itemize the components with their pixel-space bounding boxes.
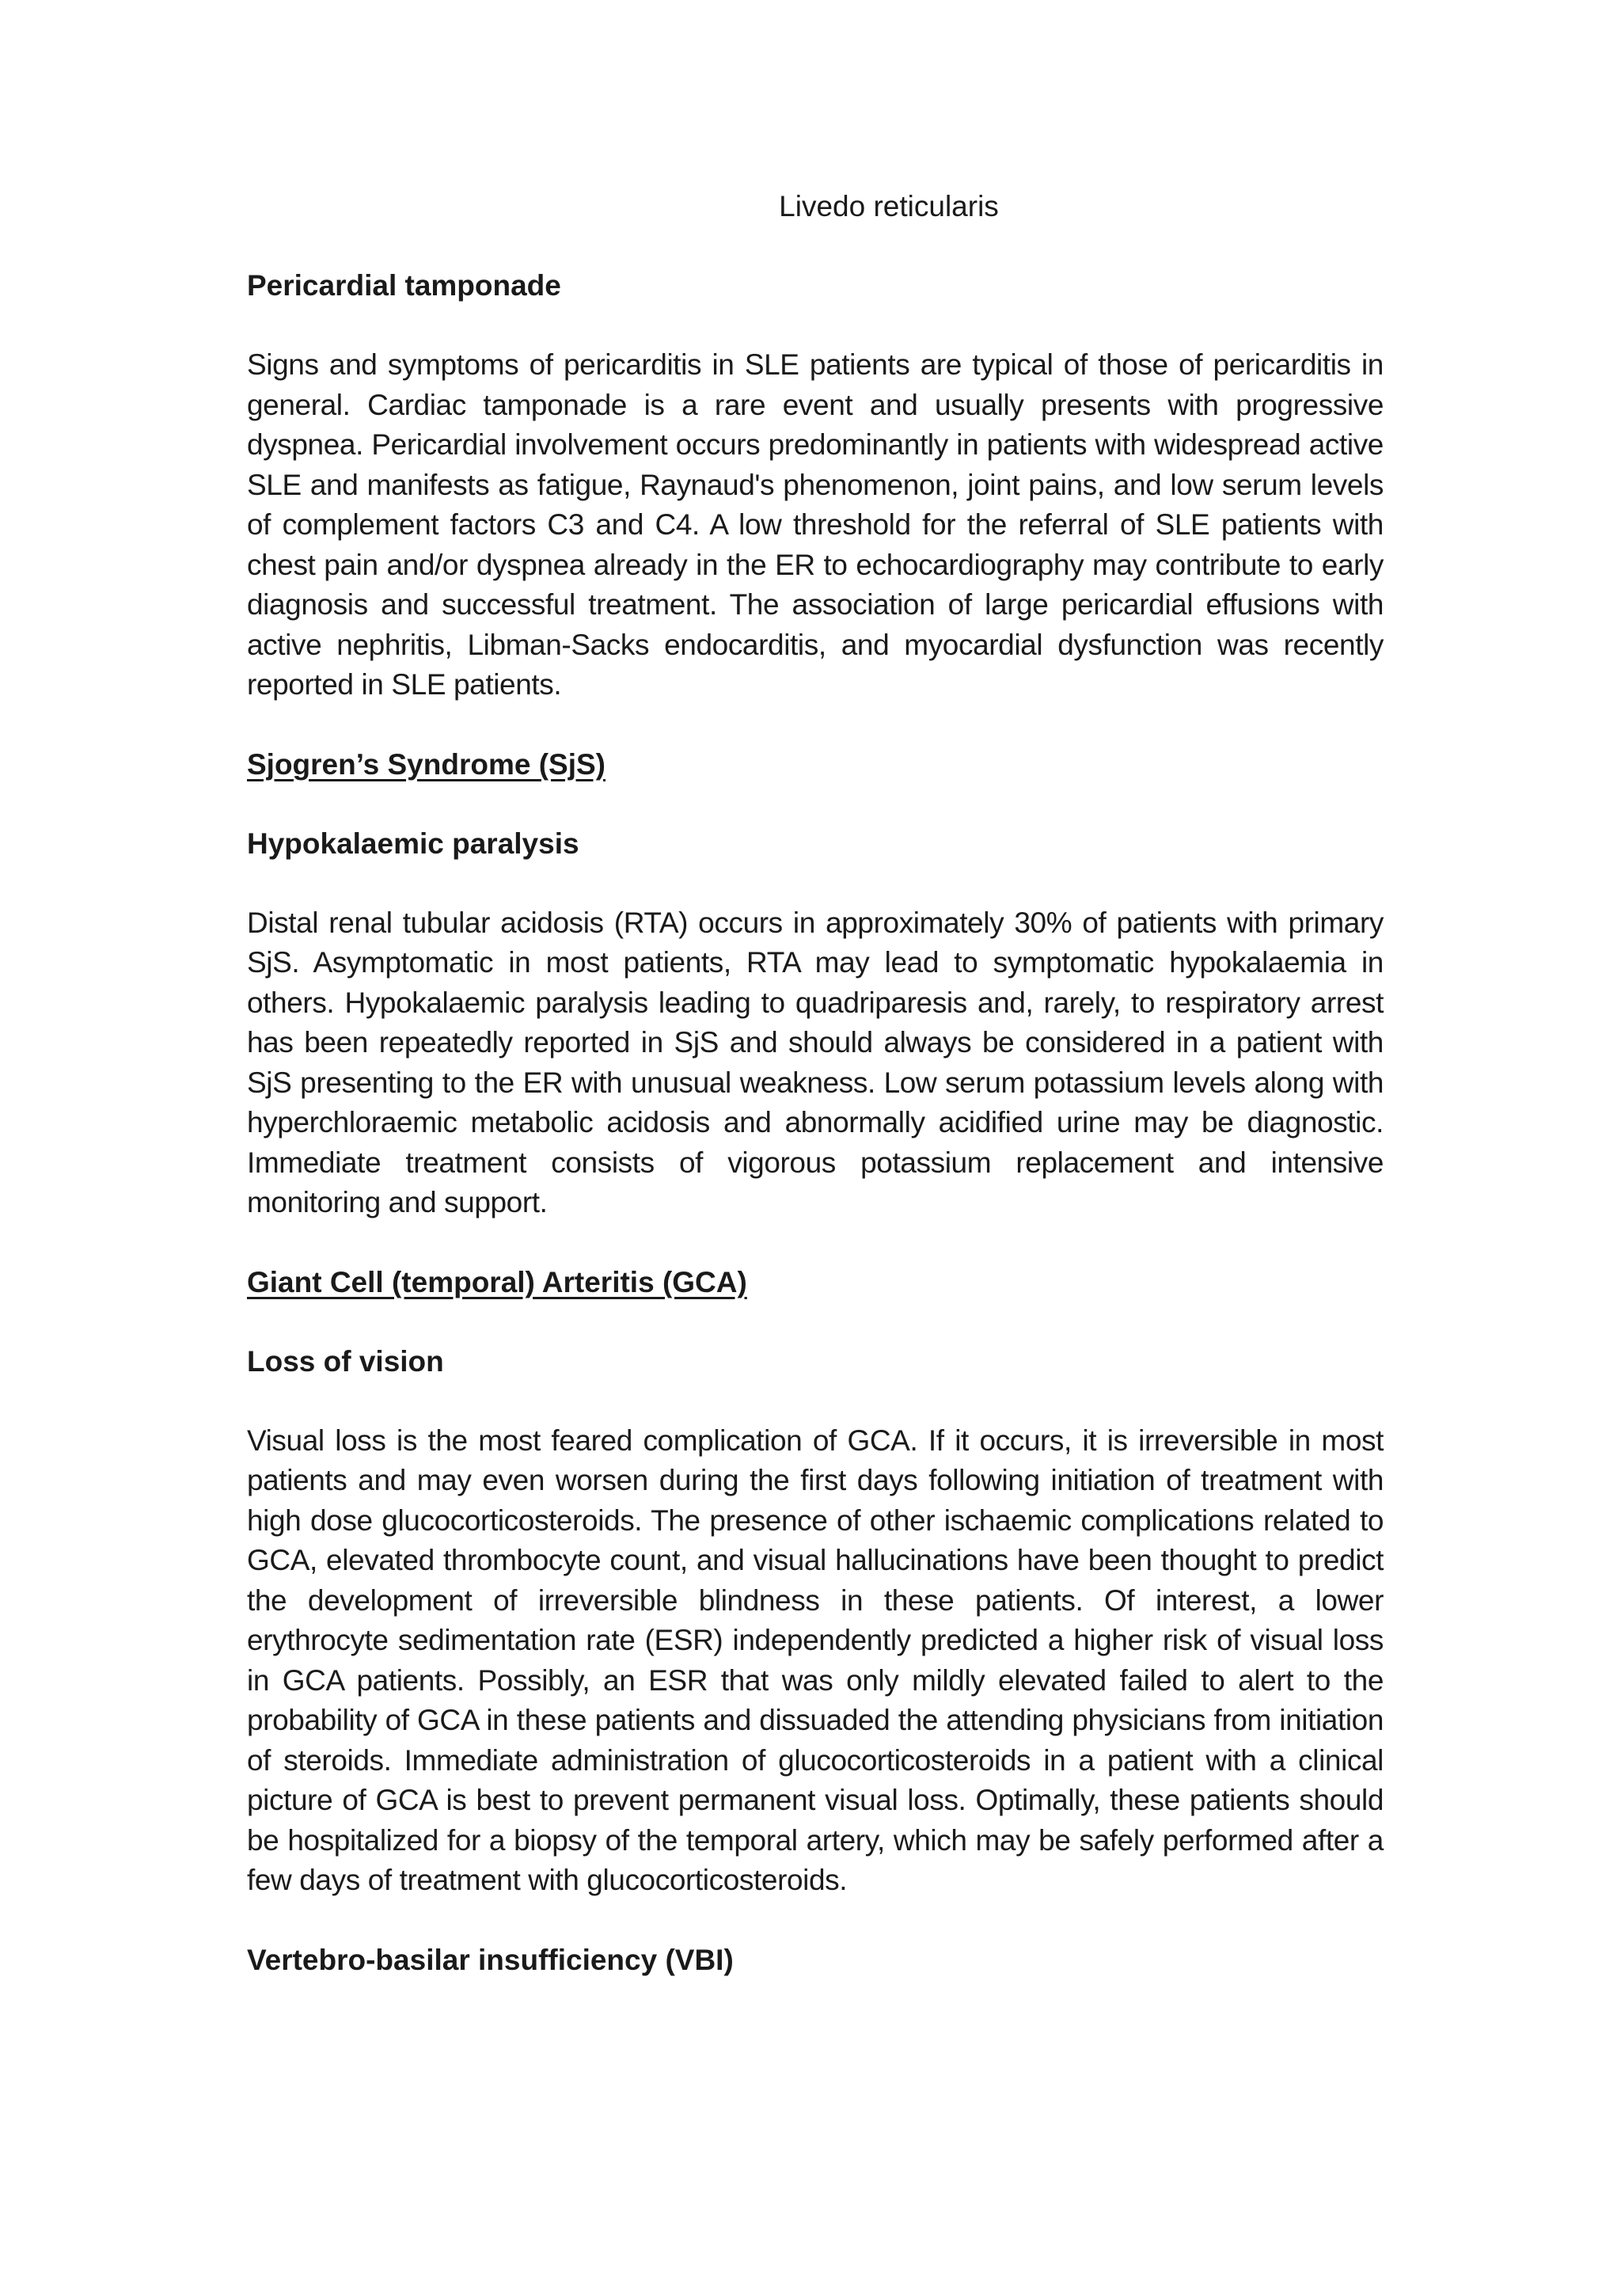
heading-hypokalaemic-paralysis: Hypokalaemic paralysis (247, 827, 579, 860)
page-title: Livedo reticularis (779, 190, 999, 222)
document-content (247, 187, 1384, 2020)
heading-loss-of-vision: Loss of vision (247, 1344, 444, 1378)
paragraph-loss-of-vision: Visual loss is the most feared complication of GCA. If it occurs, it is irreversible in most patients and may even worsen during the first days following initiation of treatment with high dose glucocorticosteroids. The presence of other ischaemic complications related to GCA, elevated thrombocyte count, and visual hallucinations have been thought to predict the development of irreversible blindness in these patients. Of interest, a lower erythrocyte sedimentation rate (ESR) independently predicted a higher risk of visual loss in GCA patients. Possibly, an ESR that was only mildly elevated failed to alert to the probability of GCA in these patients and dissuaded the attending physicians from initiation of steroids. Immediate administration of glucocorticosteroids in a patient with a clinical picture of GCA is best to prevent permanent visual loss. Optimally, these patients should be hospitalized for a biopsy of the temporal artery, which may be safely performed after a few days of treatment with glucocorticosteroids. (247, 1424, 1384, 1896)
heading-vertebro-basilar-insufficiency: Vertebro-basilar insufficiency (VBI) (247, 1943, 734, 1976)
paragraph-pericardial-tamponade: Signs and symptoms of pericarditis in SLE patients are typical of those of pericarditis in general. Cardiac tamponade is a rare event and usually presents with progressive dyspnea. Pericardial involvement occurs predominantly in patients with widespread active SLE and manifests as fatigue, Raynaud's phenomenon, joint pains, and low serum levels of complement factors C3 and C4. A low threshold for the referral of SLE patients with chest pain and/or dyspnea already in the ER to echocardiography may contribute to early diagnosis and successful treatment. The association of large pericardial effusions with active nephritis, Libman-Sacks endocarditis, and myocardial dysfunction was recently reported in SLE patients. (247, 348, 1384, 701)
section-title-gca: Giant Cell (temporal) Arteritis (GCA) (247, 1265, 747, 1298)
heading-pericardial-tamponade: Pericardial tamponade (247, 269, 561, 302)
section-title-sjogren: Sjogren’s Syndrome (SjS) (247, 747, 606, 781)
paragraph-hypokalaemic-paralysis: Distal renal tubular acidosis (RTA) occurs in approximately 30% of patients with primary SjS. Asymptomatic in most patients, RTA may lead to symptomatic hypokalaemia in others. Hypokalaemic paralysis leading to quadriparesis and, rarely, to respiratory arrest has been repeatedly reported in SjS and should always be considered in a patient with SjS presenting to the ER with unusual weakness. Low serum potassium levels along with hyperchloraemic metabolic acidosis and abnormally acidified urine may be diagnostic. Immediate treatment consists of vigorous potassium replacement and intensive monitoring and support. (247, 906, 1384, 1218)
